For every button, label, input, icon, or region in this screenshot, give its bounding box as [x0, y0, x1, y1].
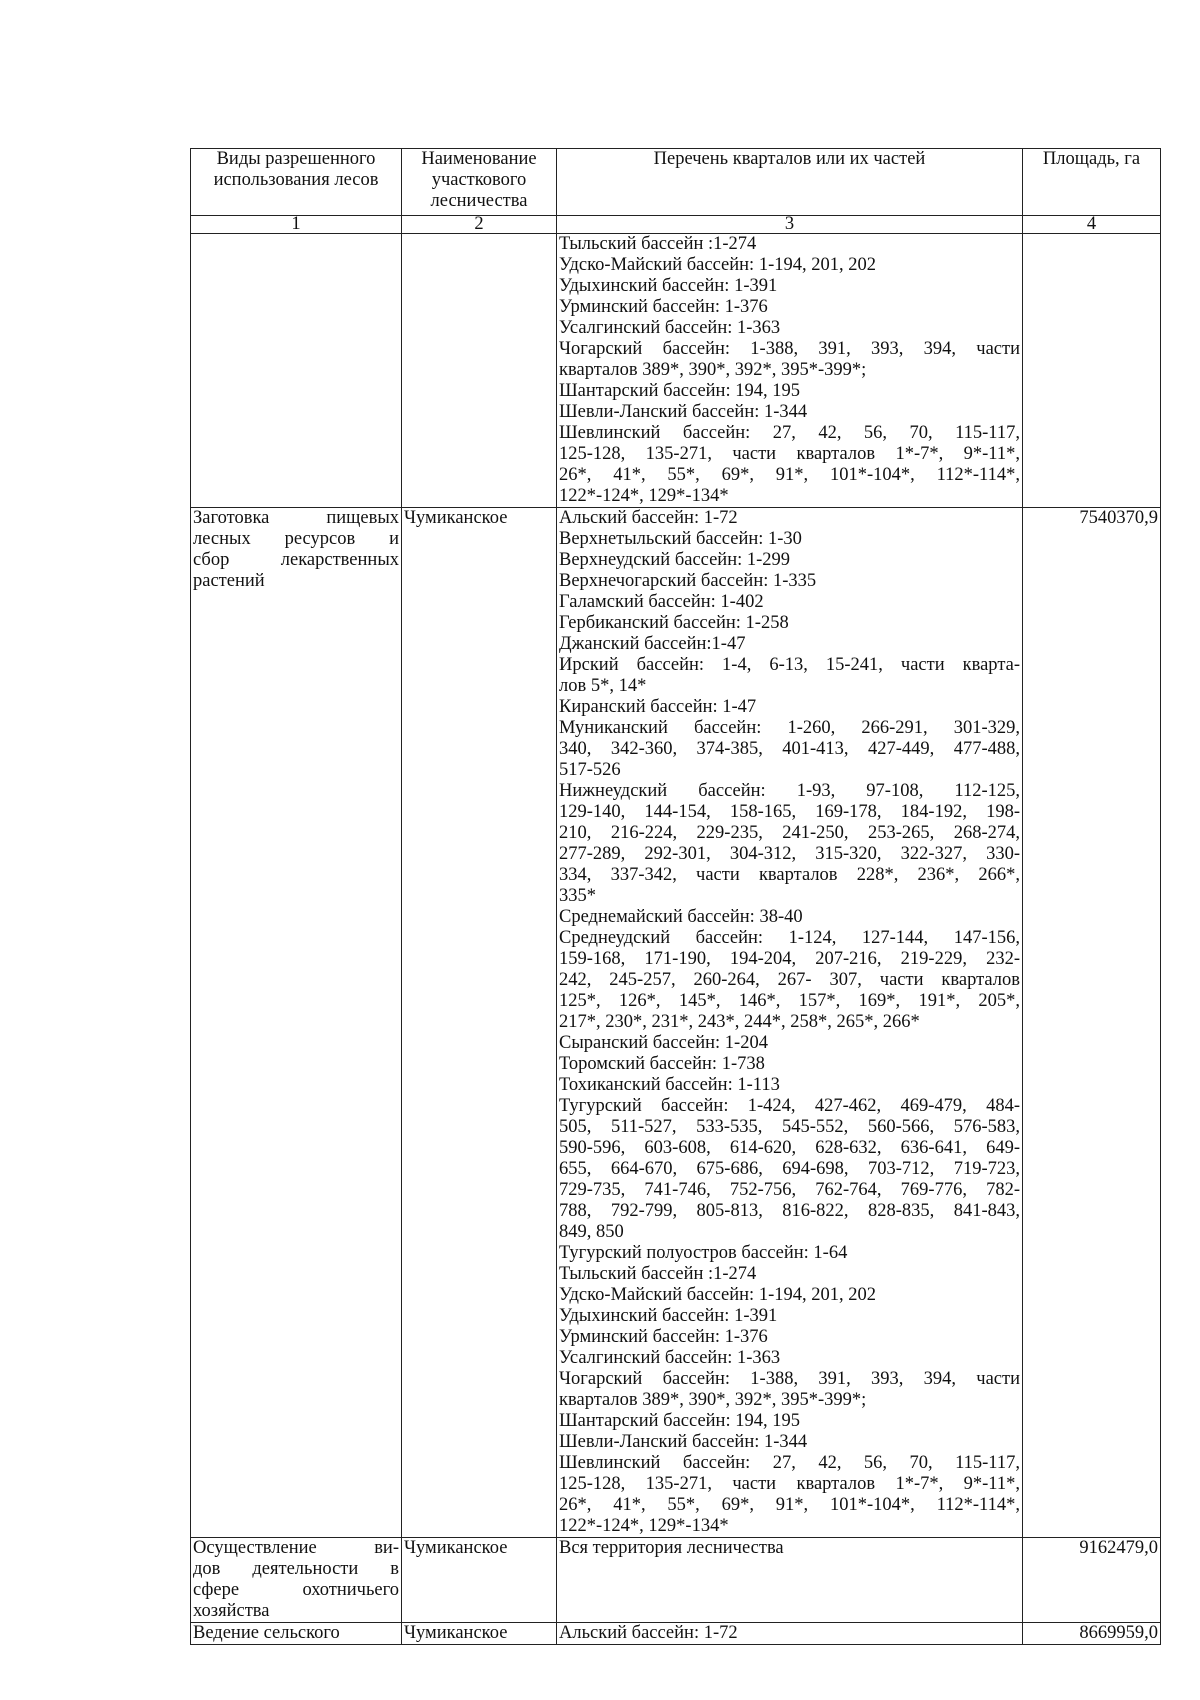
cell-quarters	[557, 1623, 1023, 1645]
quarter-line: 729-735, 741-746, 752-756, 762-764, 769-776, 782-	[559, 1180, 1020, 1200]
use-type-line: Осуществление ви-	[193, 1538, 399, 1558]
quarter-line: Усалгинский бассейн: 1-363	[559, 318, 781, 338]
quarter-line: Альский бассейн: 1-72	[559, 508, 738, 528]
quarter-line: 335*	[559, 886, 596, 906]
quarter-line: 505, 511-527, 533-535, 545-552, 560-566, 576-583,	[559, 1117, 1020, 1137]
column-number: 2	[402, 216, 557, 234]
quarter-line: 788, 792-799, 805-813, 816-822, 828-835, 841-843,	[559, 1201, 1020, 1221]
quarter-line: Киранский бассейн: 1-47	[559, 697, 757, 717]
quarter-line: Ирский бассейн: 1-4, 6-13, 15-241, части кварта-	[559, 655, 1020, 675]
quarter-line: Галамский бассейн: 1-402	[559, 592, 764, 612]
quarter-line: Сыранский бассейн: 1-204	[559, 1033, 768, 1053]
quarter-line: Тохиканский бассейн: 1-113	[559, 1075, 780, 1095]
quarter-line: 849, 850	[559, 1222, 624, 1242]
quarter-line: Усалгинский бассейн: 1-363	[559, 1348, 781, 1368]
table-row	[191, 508, 1161, 1538]
quarter-line: Удыхинский бассейн: 1-391	[559, 1306, 778, 1326]
quarter-line: 125-128, 135-271, части кварталов 1*-7*, 9*-11*,	[559, 1474, 1020, 1494]
quarter-line: Шантарский бассейн: 194, 195	[559, 1411, 800, 1431]
column-number: 3	[557, 216, 1023, 234]
cell-use-type	[191, 508, 402, 1538]
cell-use-type	[191, 234, 402, 508]
quarter-line: 122*-124*, 129*-134*	[559, 1516, 729, 1536]
use-type-line: лесных ресурсов и	[193, 529, 399, 549]
quarter-line: 122*-124*, 129*-134*	[559, 486, 729, 506]
column-number-row	[191, 216, 1161, 234]
quarter-line: Верхнечогарский бассейн: 1-335	[559, 571, 817, 591]
quarter-line: Удско-Майский бассейн: 1-194, 201, 202	[559, 1285, 876, 1305]
quarter-line: 125*, 126*, 145*, 146*, 157*, 169*, 191*, 205*,	[559, 991, 1020, 1011]
quarter-line: кварталов 389*, 390*, 392*, 395*-399*;	[559, 1390, 867, 1410]
quarter-line: Нижнеудский бассейн: 1-93, 97-108, 112-125,	[559, 781, 1020, 801]
quarter-line: Торомский бассейн: 1-738	[559, 1054, 765, 1074]
table-body	[191, 234, 1161, 1645]
quarter-line: 277-289, 292-301, 304-312, 315-320, 322-327, 330-	[559, 844, 1020, 864]
cell-use-type	[191, 1623, 402, 1645]
use-type-line: сбор лекарственных	[193, 550, 399, 570]
use-type-line: Заготовка пищевых	[193, 508, 399, 528]
quarter-line: Тыльский бассейн :1-274	[559, 234, 757, 254]
quarter-line: Урминский бассейн: 1-376	[559, 297, 768, 317]
quarter-line: Тыльский бассейн :1-274	[559, 1264, 757, 1284]
table-row	[191, 1623, 1161, 1645]
quarter-line: Вся территория лесничества	[559, 1538, 784, 1558]
cell-area: 7540370,9	[1023, 508, 1161, 1538]
quarter-line: Среднеудский бассейн: 1-124, 127-144, 147-156,	[559, 928, 1020, 948]
quarter-line: Муниканский бассейн: 1-260, 266-291, 301-329,	[559, 718, 1020, 738]
cell-quarters	[557, 508, 1023, 1538]
quarter-line: Тугурский полуостров бассейн: 1-64	[559, 1243, 848, 1263]
header-area: Площадь, га	[1023, 149, 1161, 216]
use-type-line: растений	[193, 571, 265, 591]
quarter-line: 590-596, 603-608, 614-620, 628-632, 636-641, 649-	[559, 1138, 1020, 1158]
cell-area	[1023, 234, 1161, 508]
header-row	[191, 149, 1161, 216]
cell-forestry	[402, 234, 557, 508]
use-type-line: хозяйства	[193, 1601, 270, 1621]
quarters-table	[190, 148, 1161, 1645]
cell-use-type	[191, 1538, 402, 1623]
cell-area: 9162479,0	[1023, 1538, 1161, 1623]
quarter-line: Шантарский бассейн: 194, 195	[559, 381, 800, 401]
quarter-line: 517-526	[559, 760, 621, 780]
cell-forestry: Чумиканское	[402, 1623, 557, 1645]
use-type-line: сфере охотничьего	[193, 1580, 399, 1600]
quarter-line: Удыхинский бассейн: 1-391	[559, 276, 778, 296]
quarter-line: Верхнетыльский бассейн: 1-30	[559, 529, 802, 549]
cell-forestry: Чумиканское	[402, 1538, 557, 1623]
table-row	[191, 1538, 1161, 1623]
header-quarters: Перечень кварталов или их частей	[557, 149, 1023, 216]
quarter-line: Чогарский бассейн: 1-388, 391, 393, 394, части	[559, 339, 1020, 359]
quarter-line: Шевли-Ланский бассейн: 1-344	[559, 1432, 808, 1452]
quarter-line: Верхнеудский бассейн: 1-299	[559, 550, 791, 570]
quarter-line: 26*, 41*, 55*, 69*, 91*, 101*-104*, 112*-114*,	[559, 465, 1020, 485]
quarter-line: 242, 245-257, 260-264, 267- 307, части кварталов	[559, 970, 1020, 990]
quarter-line: 210, 216-224, 229-235, 241-250, 253-265, 268-274,	[559, 823, 1020, 843]
quarter-line: 655, 664-670, 675-686, 694-698, 703-712, 719-723,	[559, 1159, 1020, 1179]
header-use-type: Виды разрешенного использования лесов	[191, 149, 402, 216]
quarter-line: 217*, 230*, 231*, 243*, 244*, 258*, 265*, 266*	[559, 1012, 920, 1032]
quarter-line: Удско-Майский бассейн: 1-194, 201, 202	[559, 255, 876, 275]
quarter-line: Гербиканский бассейн: 1-258	[559, 613, 789, 633]
quarter-line: Шевлинский бассейн: 27, 42, 56, 70, 115-117,	[559, 423, 1020, 443]
quarter-line: Чогарский бассейн: 1-388, 391, 393, 394, части	[559, 1369, 1020, 1389]
quarter-line: Шевли-Ланский бассейн: 1-344	[559, 402, 808, 422]
use-type-line: дов деятельности в	[193, 1559, 399, 1579]
quarter-line: Шевлинский бассейн: 27, 42, 56, 70, 115-117,	[559, 1453, 1020, 1473]
quarter-line: Среднемайский бассейн: 38-40	[559, 907, 803, 927]
quarter-line: лов 5*, 14*	[559, 676, 647, 696]
use-type-line: Ведение сельского	[193, 1623, 340, 1643]
quarter-line: 129-140, 144-154, 158-165, 169-178, 184-192, 198-	[559, 802, 1020, 822]
cell-forestry: Чумиканское	[402, 508, 557, 1538]
column-number: 1	[191, 216, 402, 234]
table-row	[191, 234, 1161, 508]
quarter-line: Тугурский бассейн: 1-424, 427-462, 469-479, 484-	[559, 1096, 1020, 1116]
quarter-line: 334, 337-342, части кварталов 228*, 236*, 266*,	[559, 865, 1020, 885]
header-forestry: Наименование участкового лесничества	[402, 149, 557, 216]
column-number: 4	[1023, 216, 1161, 234]
quarter-line: Джанский бассейн:1-47	[559, 634, 746, 654]
quarter-line: 26*, 41*, 55*, 69*, 91*, 101*-104*, 112*-114*,	[559, 1495, 1020, 1515]
cell-quarters	[557, 1538, 1023, 1623]
cell-area: 8669959,0	[1023, 1623, 1161, 1645]
quarter-line: Альский бассейн: 1-72	[559, 1623, 738, 1643]
cell-quarters	[557, 234, 1023, 508]
quarter-line: 125-128, 135-271, части кварталов 1*-7*, 9*-11*,	[559, 444, 1020, 464]
quarter-line: кварталов 389*, 390*, 392*, 395*-399*;	[559, 360, 867, 380]
quarter-line: 159-168, 171-190, 194-204, 207-216, 219-229, 232-	[559, 949, 1020, 969]
quarter-line: Урминский бассейн: 1-376	[559, 1327, 768, 1347]
quarter-line: 340, 342-360, 374-385, 401-413, 427-449, 477-488,	[559, 739, 1020, 759]
